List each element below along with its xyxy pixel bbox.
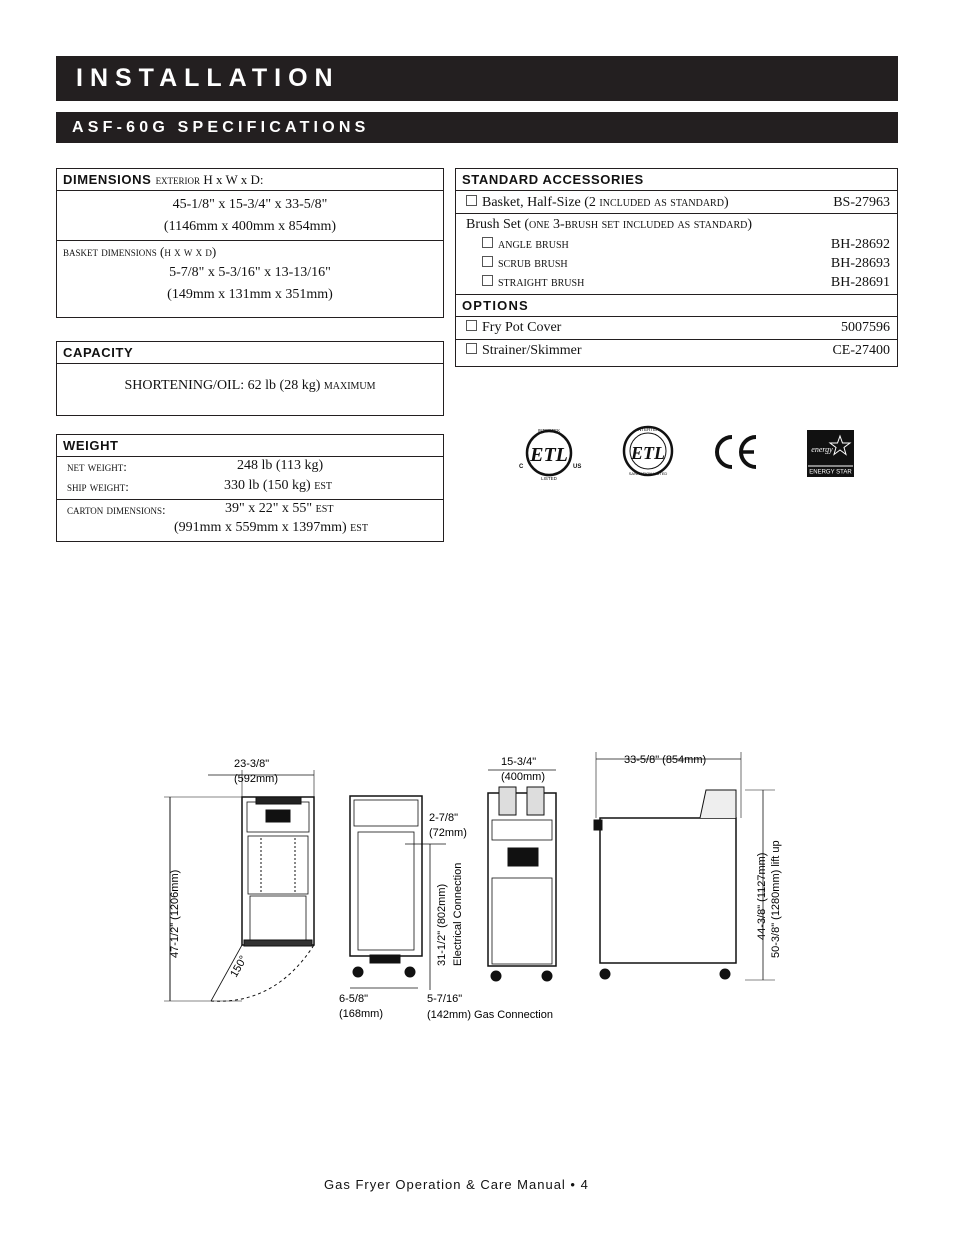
page-footer: Gas Fryer Operation & Care Manual • 4	[324, 1177, 589, 1192]
options-header: OPTIONS	[456, 295, 897, 317]
brush-item: straight brush BH-28691	[456, 273, 897, 292]
basket-dimensions-label: basket dimensions (h x w x d)	[63, 244, 217, 259]
brush-item: scrub brush BH-28693	[456, 254, 897, 273]
svg-text:ENERGY STAR: ENERGY STAR	[809, 469, 852, 476]
svg-text:LISTED: LISTED	[541, 476, 557, 481]
svg-text:50-3/8" (1280mm) lift up: 50-3/8" (1280mm) lift up	[770, 840, 782, 958]
svg-text:44-3/8" (1127mm): 44-3/8" (1127mm)	[756, 852, 768, 940]
brush-set-item: Brush Set (one 3-brush set included as standard)	[466, 217, 753, 232]
svg-text:(400mm): (400mm)	[501, 771, 546, 783]
net-weight-row: net weight: 248 lb (113 kg)	[67, 458, 324, 474]
svg-text:C: C	[519, 464, 524, 470]
svg-text:150°: 150°	[228, 953, 250, 980]
top-view-drawing	[242, 797, 314, 946]
carton-row: carton dimensions: 39" x 22" x 55" est	[67, 501, 334, 517]
side-view-drawing	[350, 796, 422, 977]
capacity-value: SHORTENING/OIL: 62 lb (28 kg) maximum	[124, 378, 376, 393]
svg-text:INTERTEK: INTERTEK	[636, 427, 660, 432]
side-elevation-drawing	[594, 790, 736, 979]
basket-mm: (149mm x 131mm x 351mm)	[167, 287, 333, 302]
option-item: Fry Pot Cover 5007596	[456, 317, 897, 339]
svg-text:(142mm) Gas Connection: (142mm) Gas Connection	[427, 1009, 553, 1021]
svg-text:6-5/8": 6-5/8"	[339, 993, 368, 1005]
svg-text:(168mm): (168mm)	[339, 1008, 384, 1020]
capacity-header: CAPACITY	[57, 342, 443, 364]
front-view-drawing	[488, 787, 556, 981]
svg-text:(592mm): (592mm)	[234, 773, 279, 785]
svg-text:energy: energy	[811, 445, 833, 454]
brush-item: angle brush BH-28692	[456, 235, 897, 254]
svg-text:SANITATION LISTED: SANITATION LISTED	[628, 471, 668, 476]
basket-item: Basket, Half-Size (2 included as standard) BS-27963	[456, 192, 897, 213]
svg-text:ETL: ETL	[530, 444, 568, 466]
ship-weight-row: ship weight: 330 lb (150 kg) est	[67, 478, 332, 494]
weight-header: WEIGHT	[57, 435, 443, 457]
svg-text:15-3/4": 15-3/4"	[501, 756, 537, 768]
exterior-mm: (1146mm x 400mm x 854mm)	[163, 219, 337, 234]
option-item: Strainer/Skimmer CE-27400	[456, 340, 897, 362]
accessories-header: STANDARD ACCESSORIES	[456, 169, 897, 191]
svg-text:ETL: ETL	[631, 443, 665, 463]
svg-text:23-3/8": 23-3/8"	[234, 758, 270, 770]
exterior-hwd: H x W x D:	[203, 172, 264, 187]
carton-mm-row: (991mm x 559mm x 1397mm) est	[174, 520, 368, 535]
section-subtitle: ASF-60G SPECIFICATIONS	[56, 112, 898, 143]
svg-text:31-1/2" (802mm): 31-1/2" (802mm)	[436, 883, 448, 966]
section-title: INSTALLATION	[56, 56, 898, 101]
svg-text:5-7/16": 5-7/16"	[427, 993, 463, 1005]
svg-text:47-1/2" (1206mm): 47-1/2" (1206mm)	[169, 869, 181, 958]
svg-text:(72mm): (72mm)	[429, 827, 467, 839]
dimensions-header: DIMENSIONS exterior H x W x D:	[57, 169, 443, 191]
svg-text:INTERTEK: INTERTEK	[537, 428, 561, 433]
svg-text:Electrical Connection: Electrical Connection	[452, 862, 464, 966]
svg-text:2-7/8": 2-7/8"	[429, 812, 458, 824]
svg-text:US: US	[573, 464, 582, 470]
svg-text:33-5/8" (854mm): 33-5/8" (854mm)	[624, 754, 707, 766]
exterior-inches: 45-1/8" x 15-3/4" x 33-5/8"	[172, 197, 328, 212]
basket-inches: 5-7/8" x 5-3/16" x 13-13/16"	[169, 265, 331, 280]
exterior-label: exterior	[155, 172, 201, 187]
